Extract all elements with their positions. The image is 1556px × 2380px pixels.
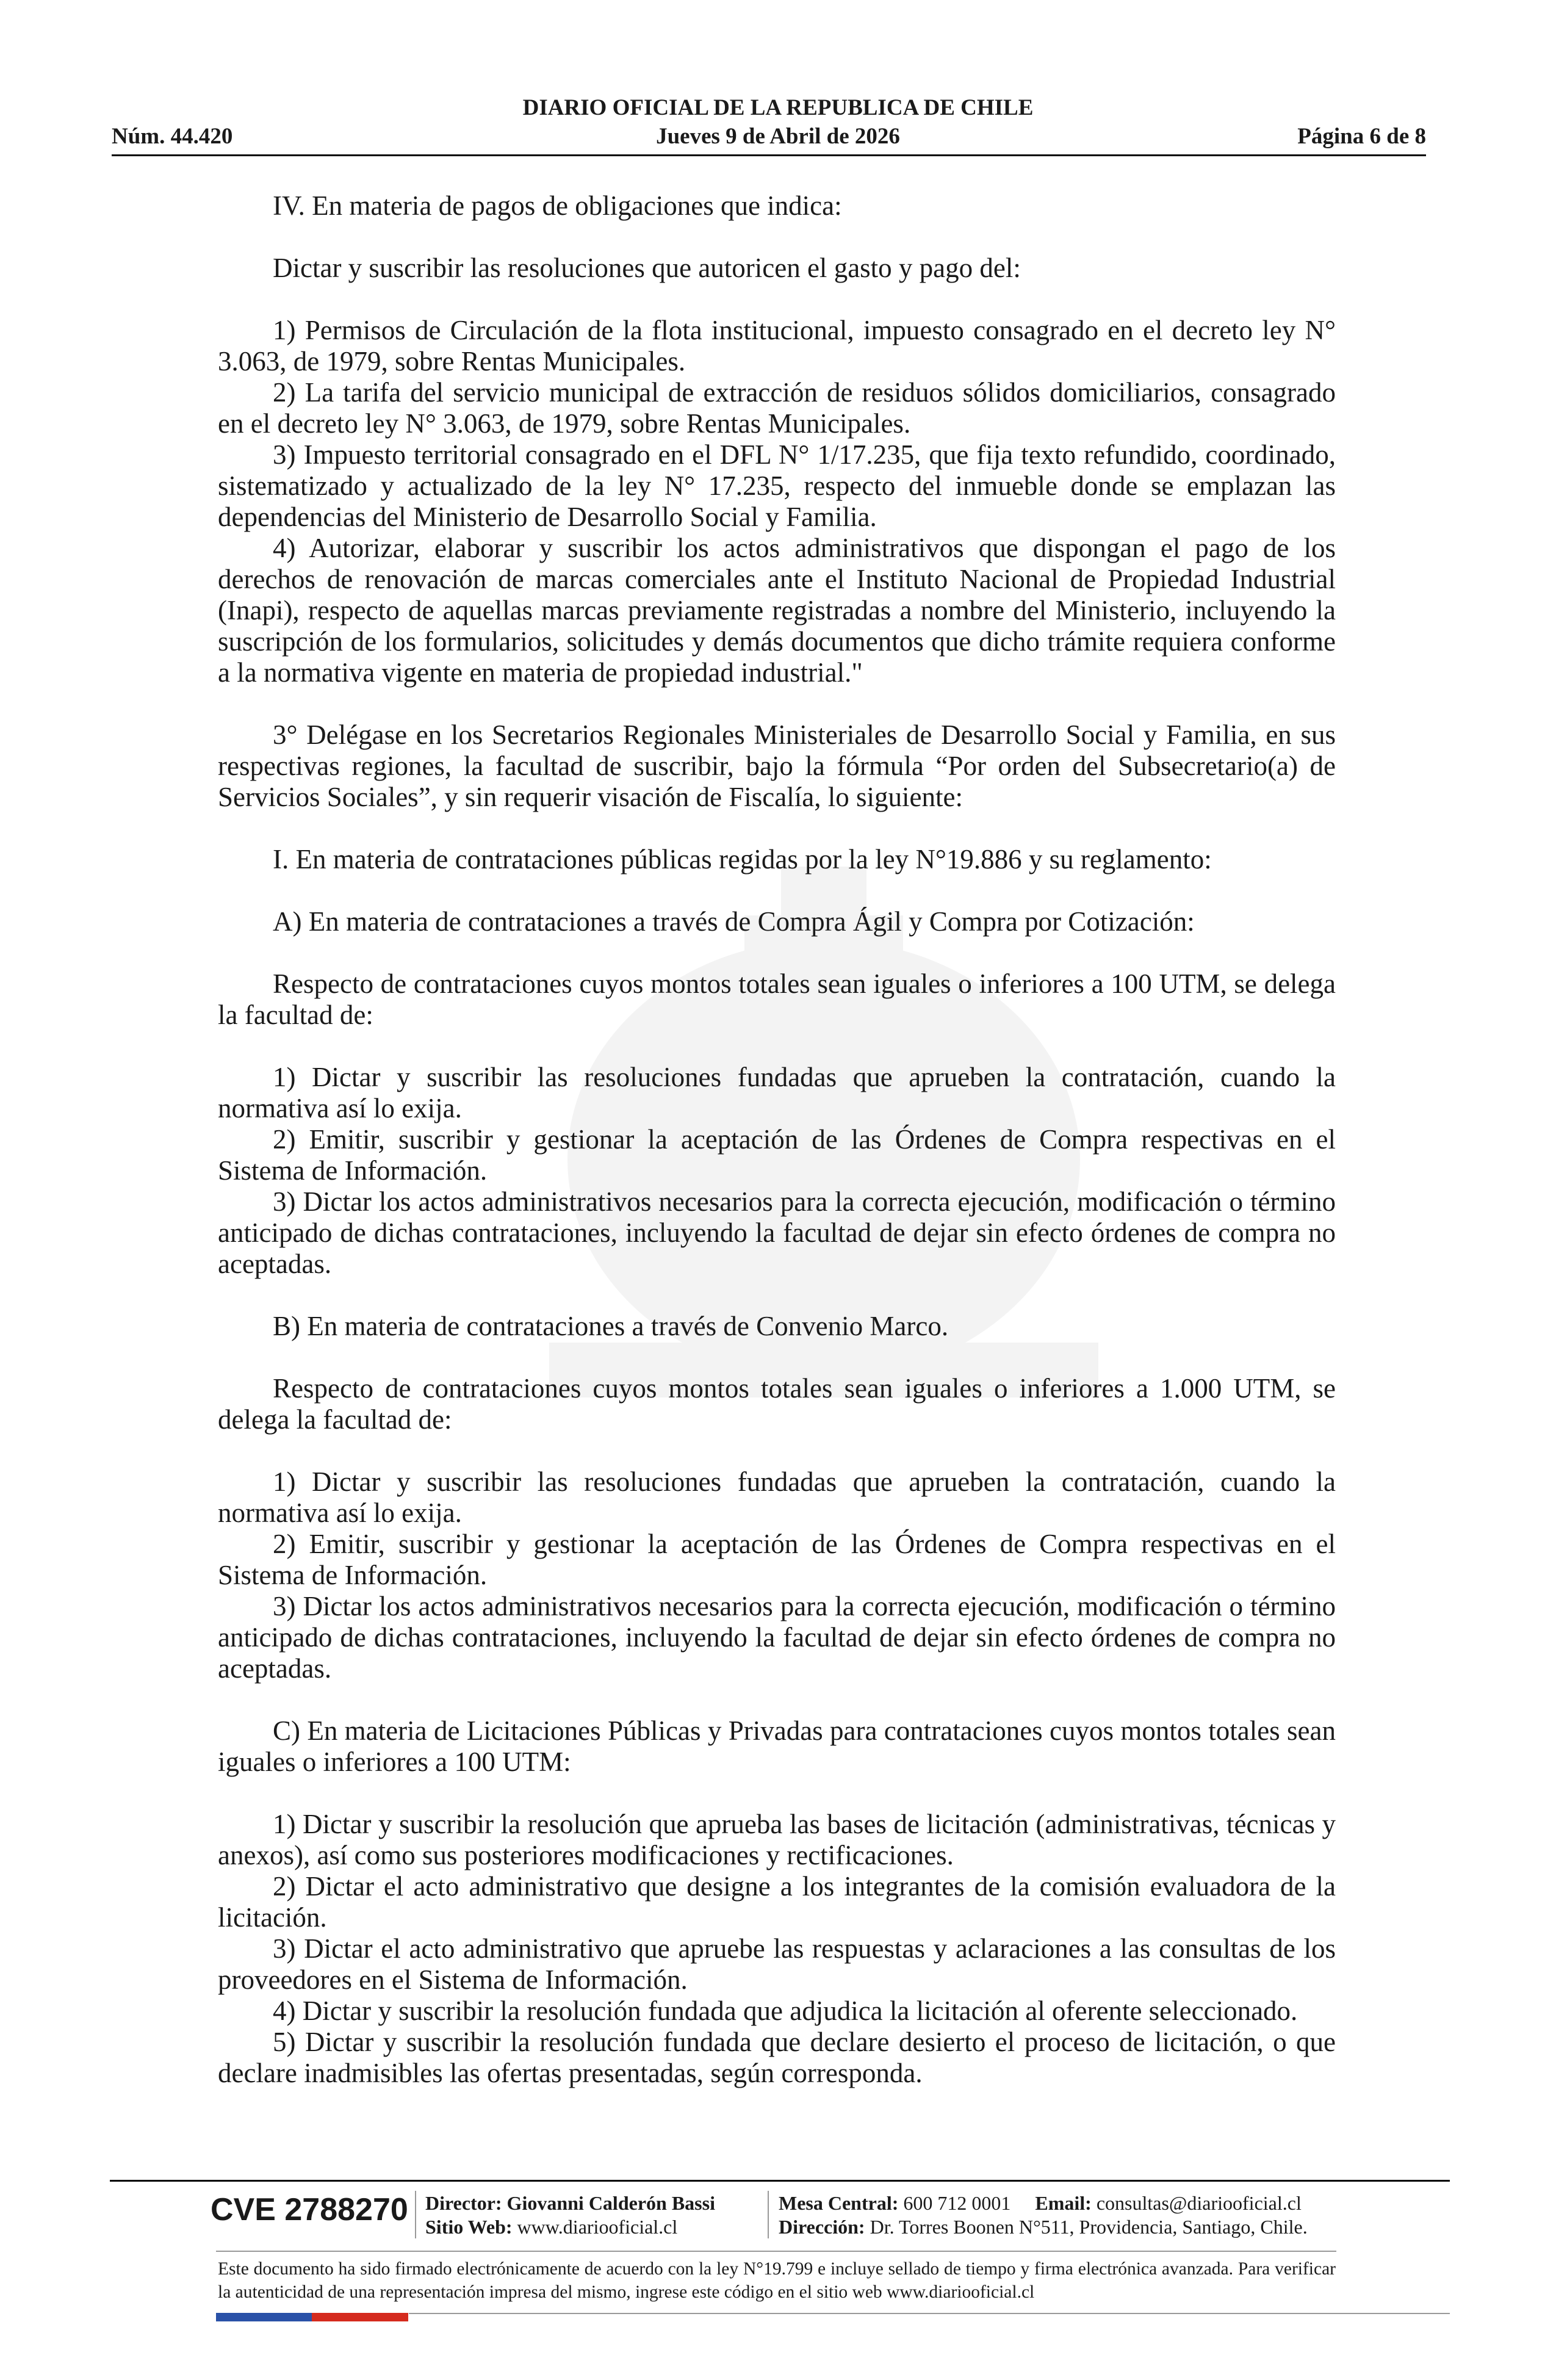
phone-value: 600 712 0001 (903, 2192, 1011, 2214)
email-label: Email: (1035, 2192, 1092, 2214)
director-label: Director: (425, 2192, 502, 2214)
body-paragraph: 1) Dictar y suscribir las resoluciones fundadas que aprueben la contratación, cuando la normativa así lo exija. (218, 1466, 1336, 1528)
flag-stripe-red (312, 2313, 408, 2321)
flag-stripe-blue (216, 2313, 312, 2321)
body-paragraph: B) En materia de contrataciones a través de Convenio Marco. (273, 1311, 949, 1341)
body-paragraph: 2) Emitir, suscribir y gestionar la aceptación de las Órdenes de Compra respectivas en el Sistema de Información. (218, 1529, 1336, 1590)
body-paragraph: A) En materia de contrataciones a través de Compra Ágil y Compra por Cotización: (273, 906, 1195, 937)
footer-divider (216, 2251, 1336, 2252)
address-value: Dr. Torres Boonen N°511, Providencia, Santiago, Chile. (870, 2216, 1308, 2238)
body-paragraph: 2) Emitir, suscribir y gestionar la aceptación de las Órdenes de Compra respectivas en el Sistema de Información. (218, 1124, 1336, 1186)
body-paragraph: 3) Dictar el acto administrativo que apruebe las respuestas y aclaraciones a las consultas de los proveedores en el Sistema de Información. (218, 1933, 1336, 1995)
footer-separator (768, 2191, 769, 2238)
address-label: Dirección: (779, 2216, 865, 2238)
body-paragraph: Dictar y suscribir las resoluciones que autoricen el gasto y pago del: (273, 253, 1021, 283)
body-paragraph: 1) Dictar y suscribir las resoluciones fundadas que aprueben la contratación, cuando la normativa así lo exija. (218, 1062, 1336, 1123)
phone-label: Mesa Central: (779, 2192, 899, 2214)
body-paragraph: IV. En materia de pagos de obligaciones que indica: (273, 190, 842, 221)
footer-divider (110, 2180, 1450, 2182)
body-paragraph: 5) Dictar y suscribir la resolución fundada que declare desierto el proceso de licitación, o que declare inadmisibles las ofertas presentadas, según corresponda. (218, 2027, 1336, 2088)
site-label: Sitio Web: (425, 2216, 513, 2238)
document-body (218, 190, 1336, 2089)
site-link[interactable]: www.diariooficial.cl (517, 2216, 678, 2238)
body-paragraph: 4) Dictar y suscribir la resolución fundada que adjudica la licitación al oferente seleccionado. (273, 1996, 1298, 2026)
body-paragraph: Respecto de contrataciones cuyos montos totales sean iguales o inferiores a 100 UTM, se delega la facultad de: (218, 968, 1336, 1030)
cve-code: CVE 2788270 (211, 2192, 408, 2227)
body-paragraph: I. En materia de contrataciones públicas regidas por la ley N°19.886 y su reglamento: (273, 844, 1212, 874)
body-paragraph: 2) La tarifa del servicio municipal de extracción de residuos sólidos domiciliarios, consagrado en el decreto ley N° 3.063, de 1979, sobre Rentas Municipales. (218, 377, 1336, 439)
body-paragraph: Respecto de contrataciones cuyos montos totales sean iguales o inferiores a 1.000 UTM, se delega la facultad de: (218, 1373, 1336, 1435)
body-paragraph: 3) Dictar los actos administrativos necesarios para la correcta ejecución, modificación o término anticipado de dichas contrataciones, incluyendo la facultad de dejar sin efecto órdenes de compra no aceptadas. (218, 1591, 1336, 1684)
issue-number: Núm. 44.420 (112, 124, 233, 149)
page-indicator: Página 6 de 8 (1297, 124, 1426, 149)
body-paragraph: 1) Dictar y suscribir la resolución que aprueba las bases de licitación (administrativas, técnicas y anexos), así como sus posteriores modificaciones y rectificaciones. (218, 1809, 1336, 1870)
director-name: Giovanni Calderón Bassi (506, 2192, 715, 2214)
footer-contact-block (779, 2191, 1308, 2239)
header-divider (112, 154, 1426, 156)
newspaper-title: DIARIO OFICIAL DE LA REPUBLICA DE CHILE (522, 95, 1034, 120)
body-paragraph: 3) Impuesto territorial consagrado en el DFL N° 1/17.235, que fija texto refundido, coordinado, sistematizado y actualizado de la ley N° 17.235, respecto del inmueble donde se emplazan las dependencias del Ministerio de Desarrollo Social y Familia. (218, 439, 1336, 532)
legal-notice: Este documento ha sido firmado electrónicamente de acuerdo con la ley N°19.799 e incluye sellado de tiempo y firma electrónica avanzada. Para verificar la autenticidad de una representación impresa del mismo, ingrese este código en el sitio web www.diariooficial.cl (218, 2259, 1336, 2302)
body-paragraph: 4) Autorizar, elaborar y suscribir los actos administrativos que dispongan el pago de los derechos de renovación de marcas comerciales ante el Instituto Nacional de Propiedad Industrial (Inapi), respecto de aquellas marcas previamente registradas a nombre del Ministerio, incluyendo la suscripción de los formularios, solicitudes y demás documentos que dicho trámite requiera conforme a la normativa vigente en materia de propiedad industrial." (218, 533, 1336, 688)
footer-bottom-rule (409, 2313, 1450, 2314)
body-paragraph: 3) Dictar los actos administrativos necesarios para la correcta ejecución, modificación o término anticipado de dichas contrataciones, incluyendo la facultad de dejar sin efecto órdenes de compra no aceptadas. (218, 1186, 1336, 1279)
body-paragraph: 2) Dictar el acto administrativo que designe a los integrantes de la comisión evaluadora de la licitación. (218, 1871, 1336, 1933)
body-paragraph: C) En materia de Licitaciones Públicas y Privadas para contrataciones cuyos montos totales sean iguales o inferiores a 100 UTM: (218, 1715, 1336, 1777)
footer-separator (415, 2191, 416, 2238)
footer-director-block (425, 2191, 715, 2239)
issue-date: Jueves 9 de Abril de 2026 (656, 124, 900, 149)
email-link[interactable]: consultas@diariooficial.cl (1096, 2192, 1302, 2214)
body-paragraph: 3° Delégase en los Secretarios Regionales Ministeriales de Desarrollo Social y Familia, en sus respectivas regiones, la facultad de suscribir, bajo la fórmula “Por orden del Subsecretario(a) de Servicios Sociales”, y sin requerir visación de Fiscalía, lo siguiente: (218, 719, 1336, 812)
body-paragraph: 1) Permisos de Circulación de la flota institucional, impuesto consagrado en el decreto ley N° 3.063, de 1979, sobre Rentas Municipales. (218, 315, 1336, 377)
